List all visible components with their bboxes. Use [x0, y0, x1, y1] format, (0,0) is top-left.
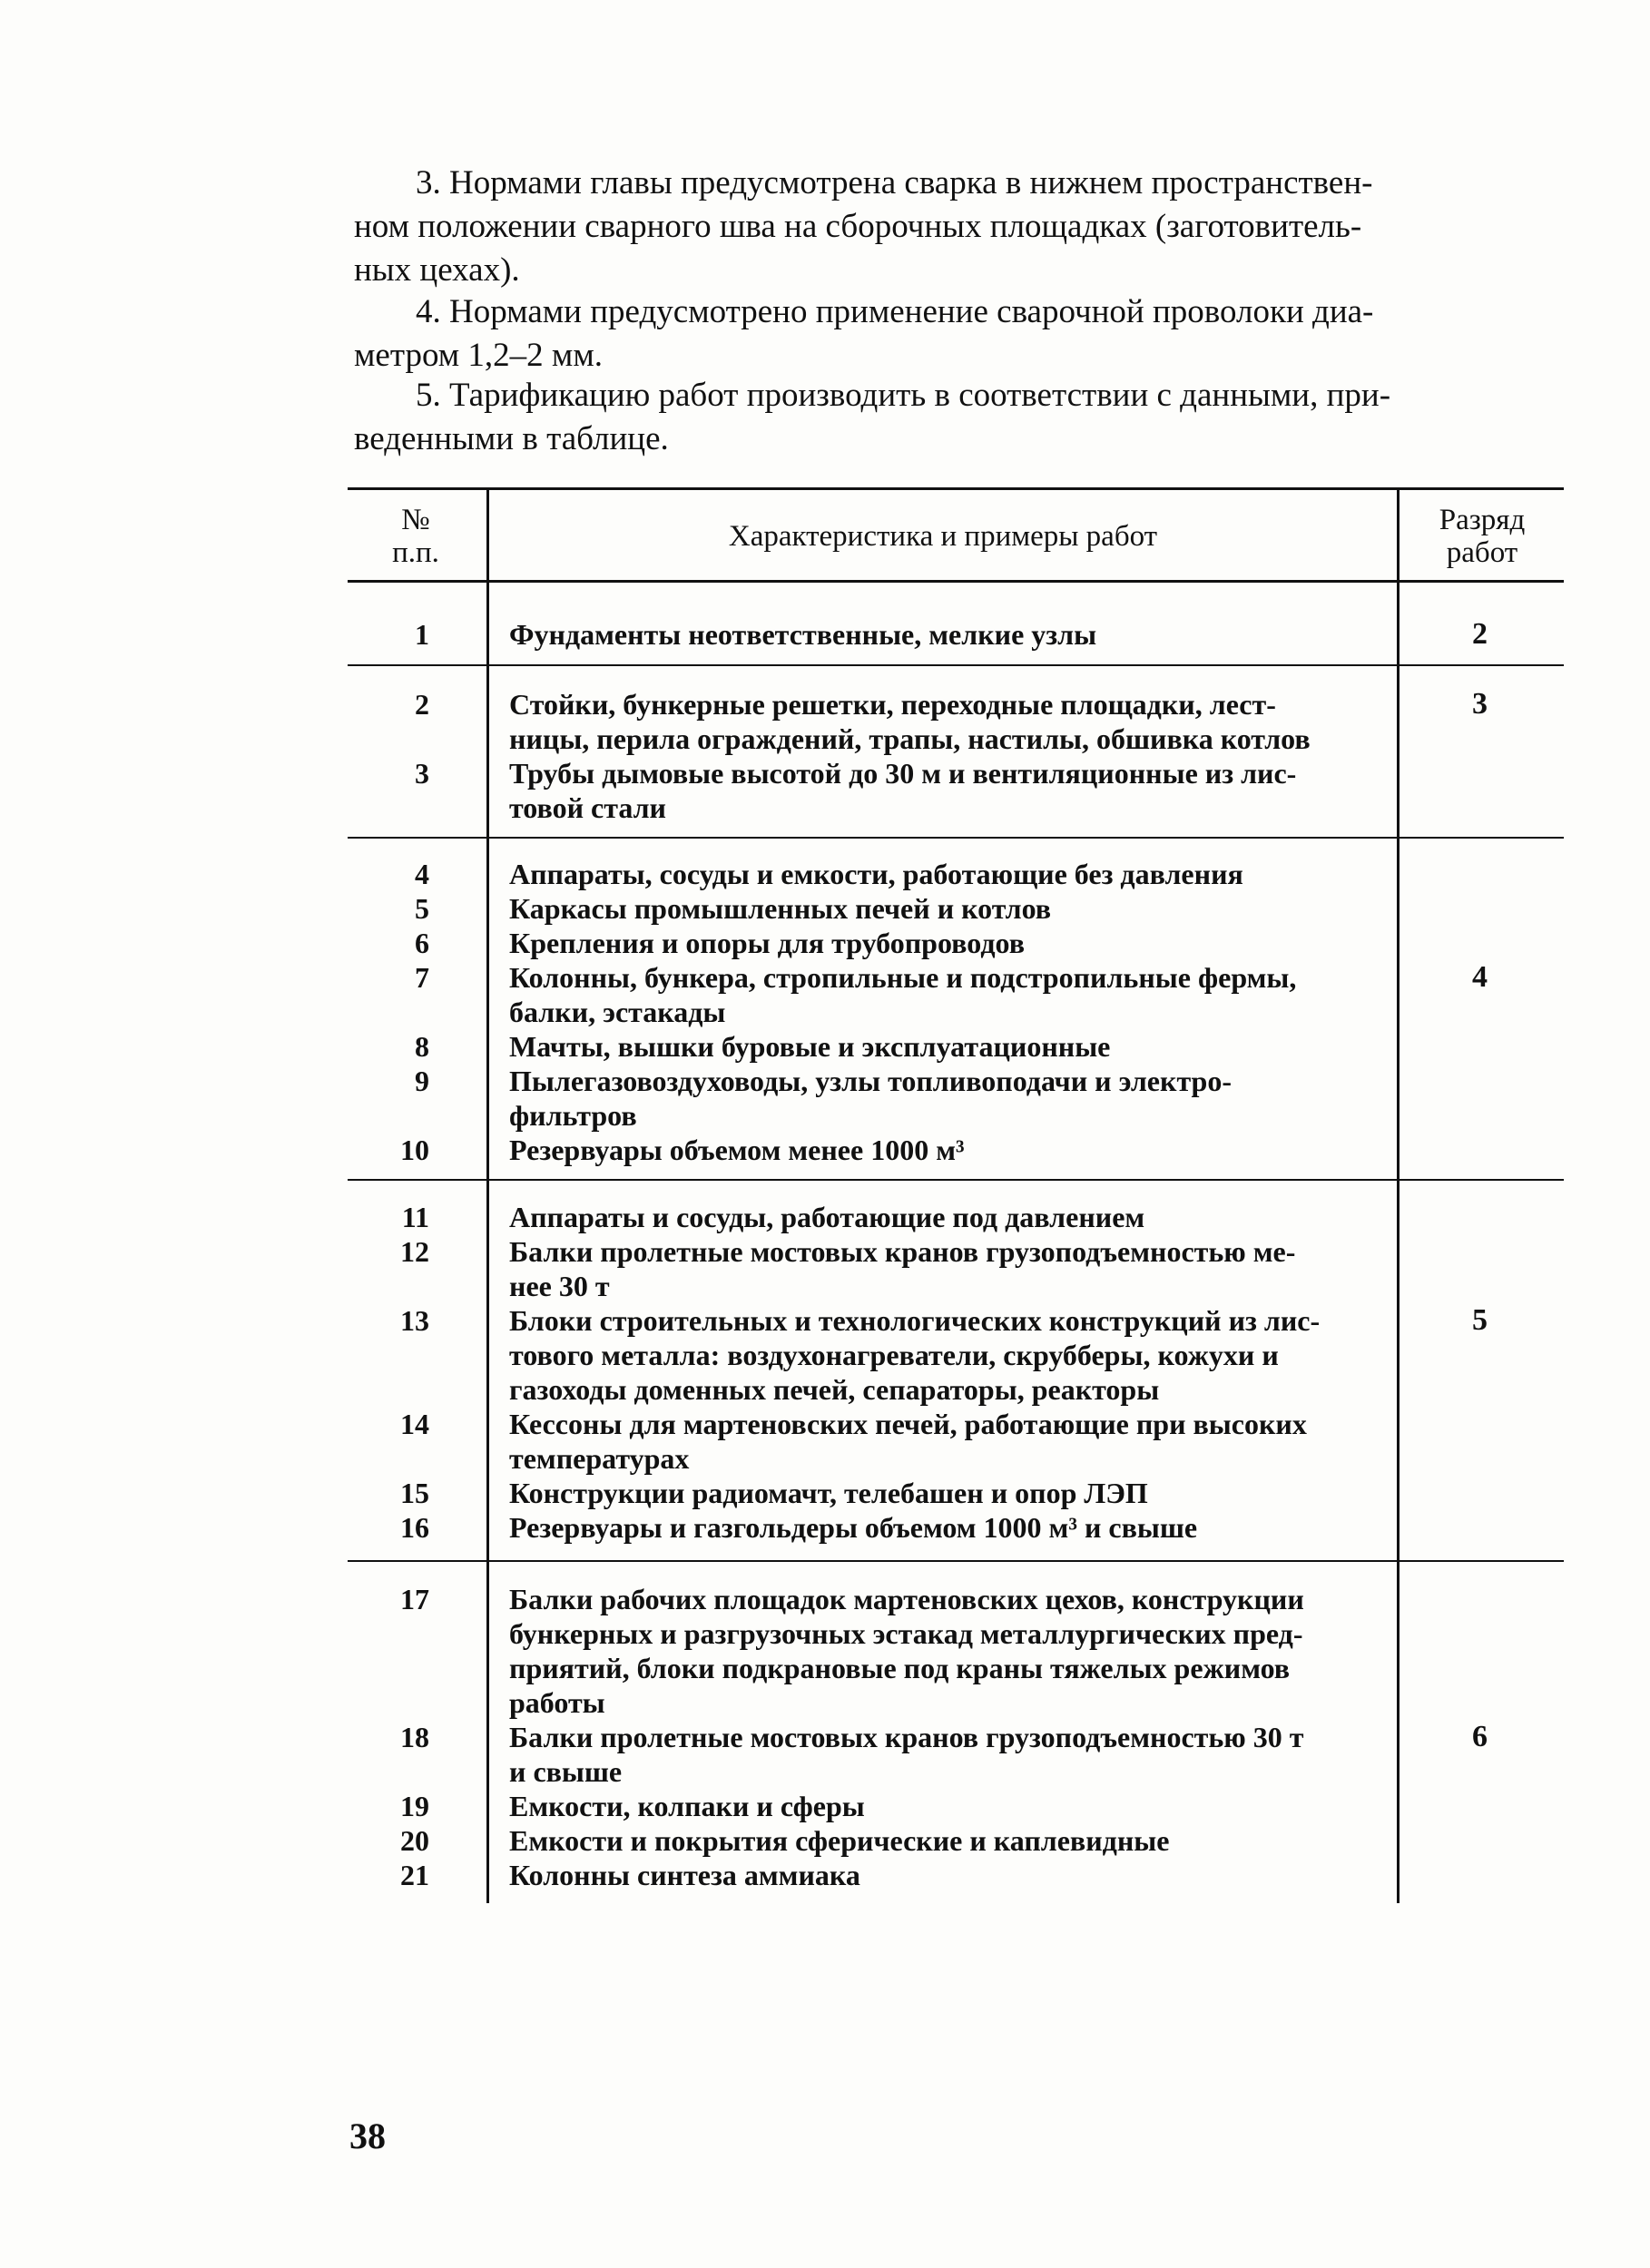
- row-number: 12: [400, 1235, 429, 1268]
- row-number: 3: [415, 757, 429, 790]
- text-line: 3. Нормами главы предусмотрена сварка в нижнем пространствен-: [416, 164, 1373, 201]
- row-description: [509, 1823, 1403, 1858]
- grade-cell: 6: [1472, 1720, 1488, 1753]
- row-number: 16: [400, 1511, 429, 1544]
- row-number: 7: [415, 961, 429, 994]
- paragraph-3: [354, 162, 1566, 292]
- row-number: 17: [400, 1583, 429, 1615]
- paragraph-5: [354, 374, 1566, 461]
- row-text: балки, эстакады: [509, 996, 726, 1028]
- row-description: [509, 1407, 1403, 1476]
- row-description: [509, 1510, 1403, 1545]
- group-rule: [348, 664, 1564, 666]
- row-description: [509, 1064, 1403, 1133]
- group-rule: [348, 1560, 1564, 1562]
- row-number: 8: [415, 1030, 429, 1063]
- row-number: 4: [415, 858, 429, 890]
- row-number: 18: [400, 1721, 429, 1753]
- row-text: Колонны, бункера, стропильные и подстропильные фермы,: [509, 961, 1297, 994]
- row-text: Балки рабочих площадок мартеновских цехов, конструкции: [509, 1583, 1304, 1615]
- row-text: нее 30 т: [509, 1270, 610, 1302]
- paragraph-4: [354, 290, 1566, 378]
- tariff-table: [348, 487, 1564, 1912]
- row-text: бункерных и разгрузочных эстакад металлургических пред-: [509, 1617, 1303, 1650]
- row-number: 2: [415, 688, 429, 721]
- row-description: [509, 1029, 1403, 1064]
- row-text: газоходы доменных печей, сепараторы, реакторы: [509, 1373, 1160, 1406]
- row-text: Колонны синтеза аммиака: [509, 1859, 860, 1891]
- row-text: работы: [509, 1686, 605, 1719]
- row-description: [509, 857, 1403, 891]
- text-line: ном положении сварного шва на сборочных площадках (заготовитель-: [354, 208, 1362, 245]
- row-description: [509, 960, 1403, 1029]
- row-text: приятий, блоки подкрановые под краны тяжелых режимов: [509, 1652, 1291, 1684]
- row-description: [509, 687, 1403, 756]
- row-text: Балки пролетные мостовых кранов грузоподъемностью ме-: [509, 1235, 1296, 1268]
- row-description: [509, 1133, 1403, 1167]
- row-number: 9: [415, 1065, 429, 1097]
- text-line: метром 1,2–2 мм.: [354, 337, 603, 374]
- row-number: 13: [400, 1304, 429, 1337]
- row-number: 15: [400, 1477, 429, 1509]
- row-text: Фундаменты неответственные, мелкие узлы: [509, 618, 1097, 651]
- row-text: Аппараты и сосуды, работающие под давлением: [509, 1201, 1145, 1233]
- row-description: [509, 1476, 1403, 1510]
- row-text: товой стали: [509, 791, 666, 824]
- row-description: [509, 1720, 1403, 1789]
- text-line: ных цехах).: [354, 251, 520, 289]
- header-rule: [348, 580, 1564, 583]
- column-divider: [486, 487, 489, 1903]
- row-text: тового металла: воздухонагреватели, скрубберы, кожухи и: [509, 1339, 1279, 1371]
- table-top-rule: [348, 487, 1564, 490]
- row-description: [509, 926, 1403, 960]
- row-number: 6: [415, 927, 429, 959]
- group-rule: [348, 1179, 1564, 1181]
- header-num-line: п.п.: [392, 536, 439, 569]
- row-text: Балки пролетные мостовых кранов грузоподъемностью 30 т: [509, 1721, 1304, 1753]
- row-text: Резервуары и газгольдеры объемом 1000 м³ и свыше: [509, 1511, 1198, 1544]
- row-text: Каркасы промышленных печей и котлов: [509, 892, 1052, 925]
- row-number: 20: [400, 1824, 429, 1857]
- row-text: Пылегазовоздуховоды, узлы топливоподачи и электро-: [509, 1065, 1232, 1097]
- text-line: 4. Нормами предусмотрено применение сварочной проволоки диа-: [416, 293, 1374, 330]
- header-desc: Характеристика и примеры работ: [728, 520, 1158, 553]
- text-line: 5. Тарификацию работ производить в соответствии с данными, при-: [416, 377, 1391, 414]
- row-text: фильтров: [509, 1099, 637, 1132]
- row-description: [509, 1200, 1403, 1234]
- row-description: [509, 1303, 1403, 1407]
- header-grade: [1400, 504, 1564, 569]
- row-text: Конструкции радиомачт, телебашен и опор ЛЭП: [509, 1477, 1148, 1509]
- row-text: Кессоны для мартеновских печей, работающие при высоких: [509, 1408, 1307, 1440]
- row-description: [509, 1234, 1403, 1303]
- row-text: Мачты, вышки буровые и эксплуатационные: [509, 1030, 1111, 1063]
- row-description: [509, 617, 1403, 652]
- header-num: [348, 504, 484, 569]
- row-text: Трубы дымовые высотой до 30 м и вентиляционные из лис-: [509, 757, 1297, 790]
- row-number: 11: [401, 1201, 429, 1233]
- grade-cell: 4: [1472, 960, 1488, 994]
- row-description: [509, 891, 1403, 926]
- header-num-line: №: [401, 504, 430, 536]
- row-number: 19: [400, 1790, 429, 1822]
- row-number: 21: [400, 1859, 429, 1891]
- row-description: [509, 1789, 1403, 1823]
- header-grade-line: работ: [1446, 536, 1518, 569]
- row-text: Стойки, бункерные решетки, переходные площадки, лест-: [509, 688, 1276, 721]
- row-text: Аппараты, сосуды и емкости, работающие без давления: [509, 858, 1243, 890]
- row-text: Блоки строительных и технологических конструкций из лис-: [509, 1304, 1321, 1337]
- text-line: веденными в таблице.: [354, 420, 669, 457]
- page-number: 38: [349, 2116, 386, 2156]
- row-text: Емкости, колпаки и сферы: [509, 1790, 865, 1822]
- row-description: [509, 1858, 1403, 1892]
- grade-cell: 5: [1472, 1303, 1488, 1337]
- row-text: температурах: [509, 1442, 690, 1475]
- row-text: ницы, перила ограждений, трапы, настилы, обшивка котлов: [509, 722, 1311, 755]
- row-number: 14: [400, 1408, 429, 1440]
- row-text: Крепления и опоры для трубопроводов: [509, 927, 1025, 959]
- grade-cell: 3: [1472, 687, 1488, 721]
- row-number: 5: [415, 892, 429, 925]
- row-text: Емкости и покрытия сферические и каплевидные: [509, 1824, 1170, 1857]
- row-text: Резервуары объемом менее 1000 м³: [509, 1134, 965, 1166]
- grade-cell: 2: [1472, 617, 1488, 651]
- group-rule: [348, 837, 1564, 839]
- row-number: 10: [400, 1134, 429, 1166]
- row-number: 1: [415, 618, 429, 651]
- row-description: [509, 1582, 1403, 1720]
- row-description: [509, 756, 1403, 825]
- row-text: и свыше: [509, 1755, 623, 1788]
- header-grade-line: Разряд: [1439, 504, 1526, 536]
